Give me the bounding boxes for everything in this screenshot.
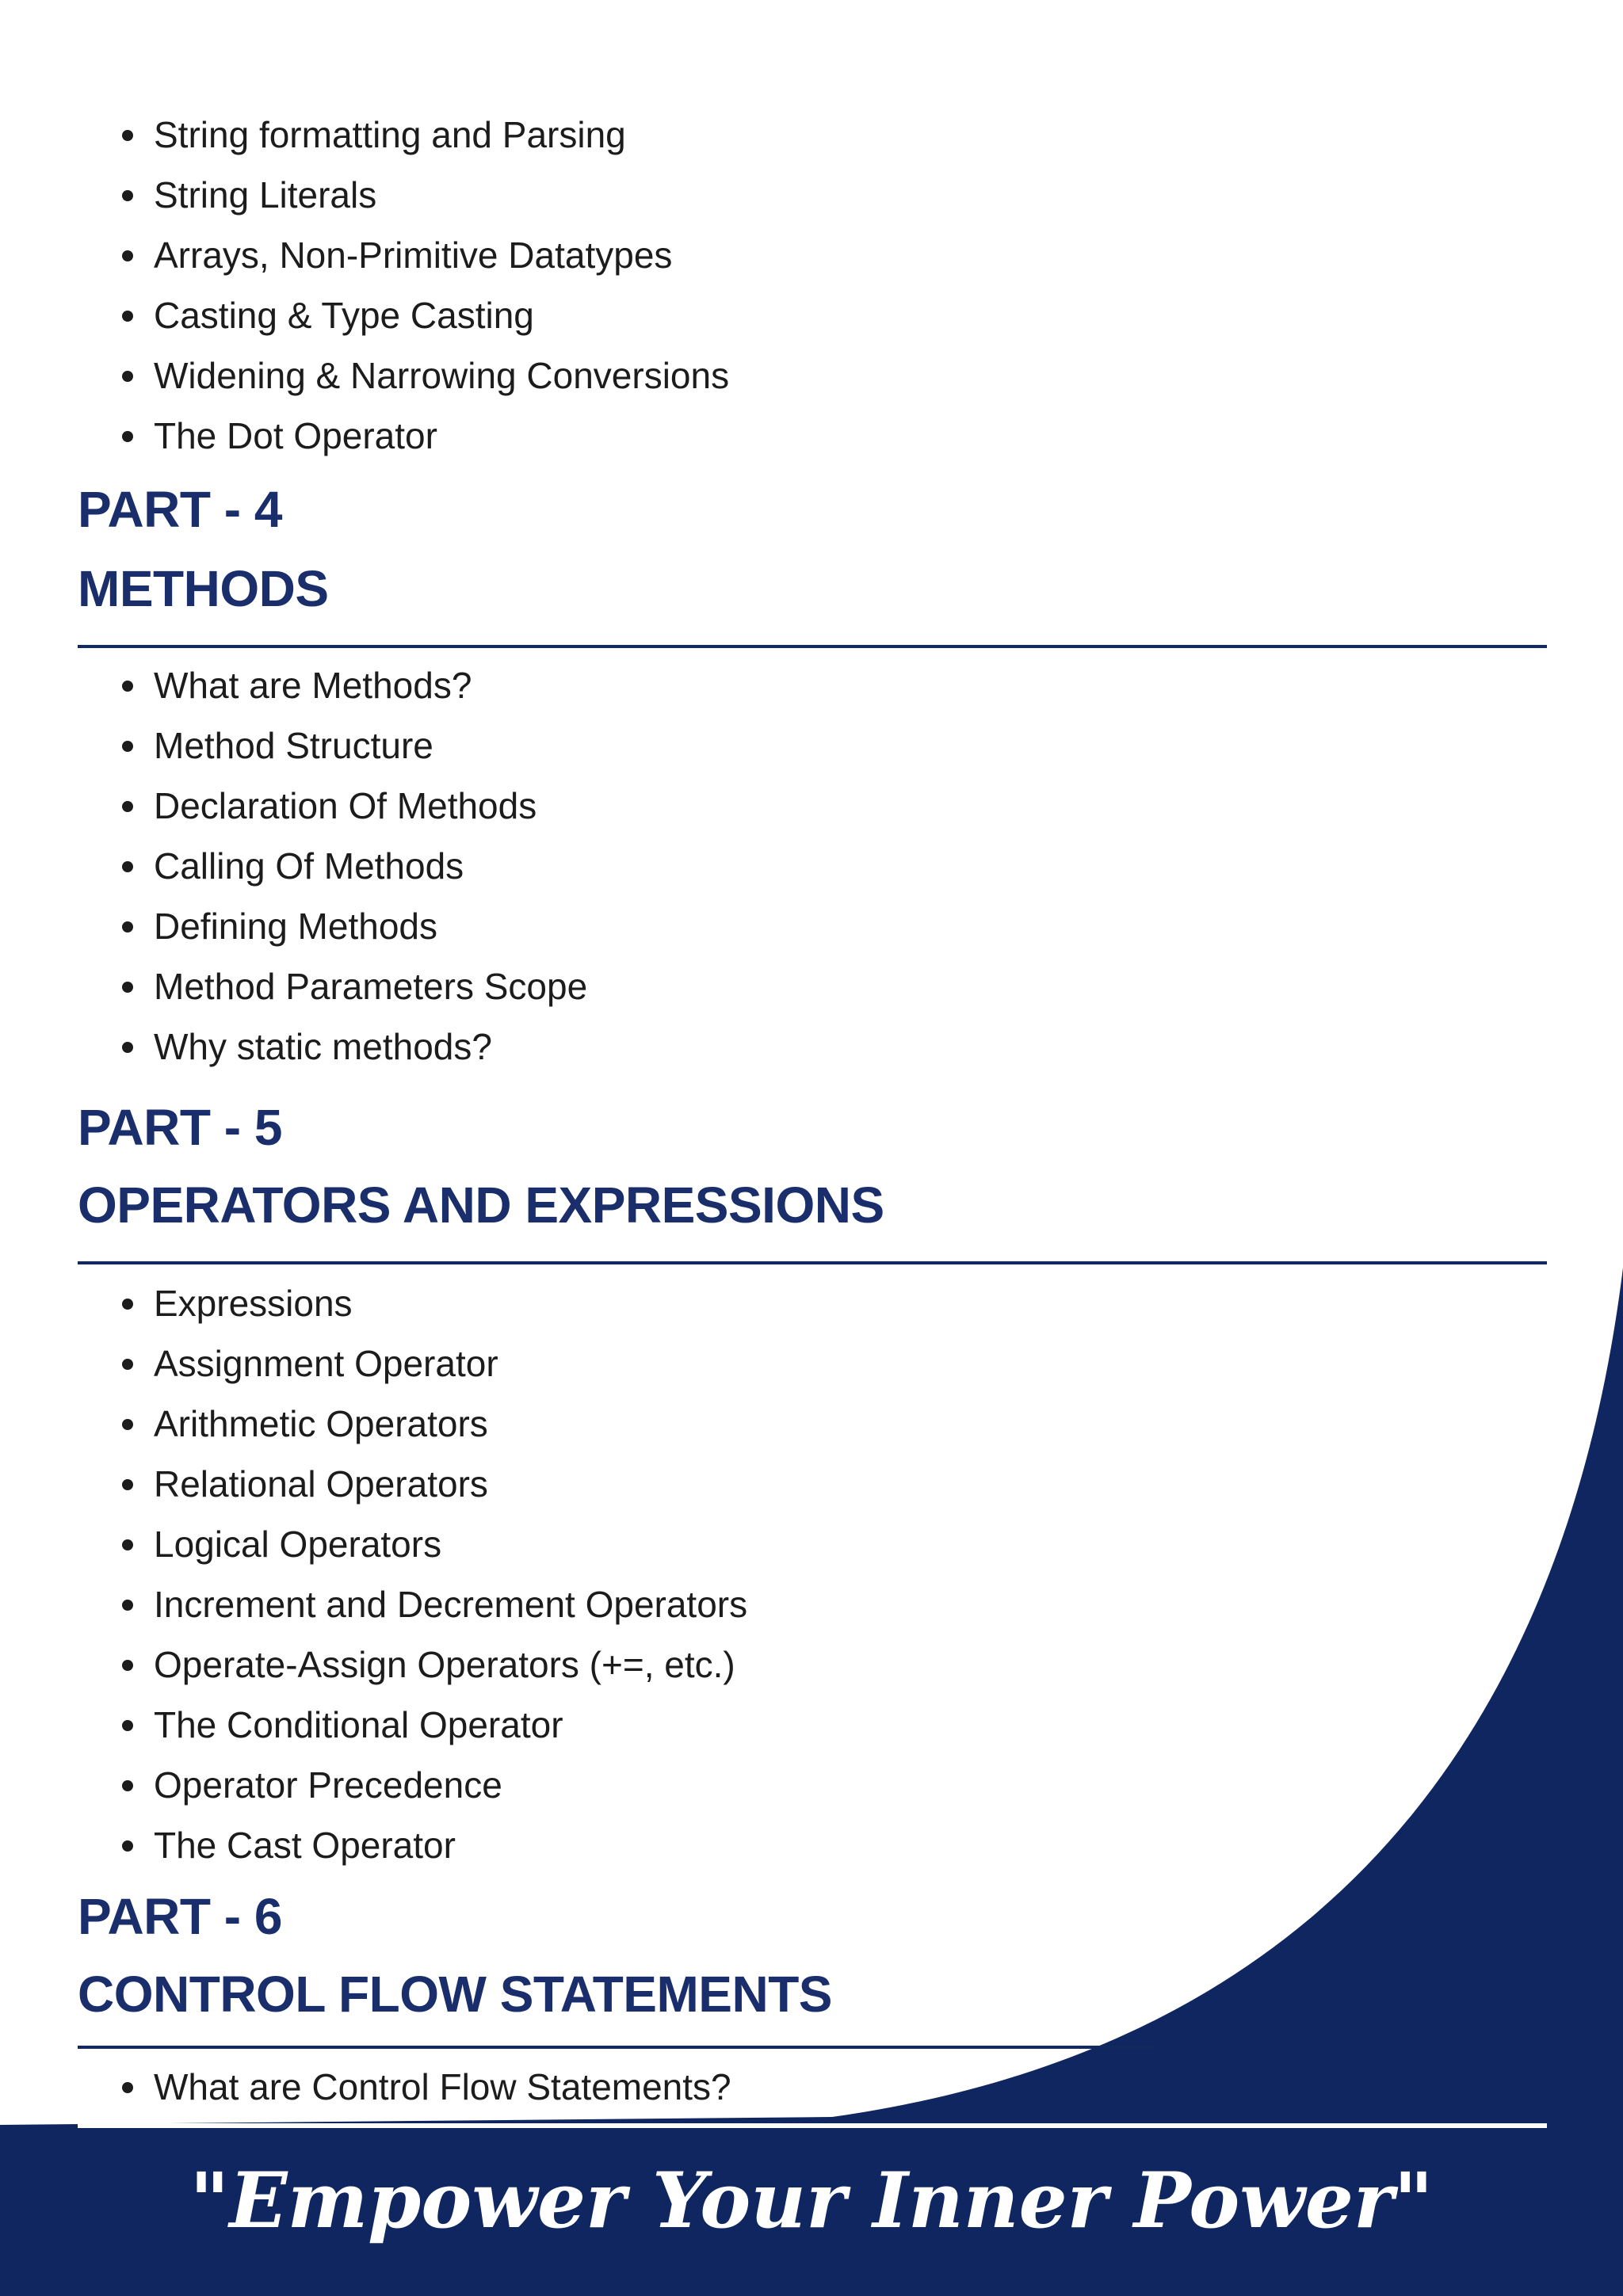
footer-divider: [78, 2123, 1547, 2128]
list-item: Defining Methods: [119, 896, 587, 956]
part-4-divider: [78, 645, 1547, 648]
list-item: Operate-Assign Operators (+=, etc.): [119, 1634, 747, 1695]
part-6-topic-list: [119, 2057, 731, 2117]
footer-slogan: "Empower Your Inner Power": [189, 2156, 1434, 2245]
part-5-title: OPERATORS AND EXPRESSIONS: [78, 1177, 884, 1234]
list-item: What are Methods?: [119, 655, 587, 715]
part-5-label: PART - 5: [78, 1099, 282, 1156]
list-item: Increment and Decrement Operators: [119, 1574, 747, 1634]
list-item: Declaration Of Methods: [119, 776, 587, 836]
list-item: Assignment Operator: [119, 1333, 747, 1394]
part-6-label: PART - 6: [78, 1888, 282, 1945]
list-item: Relational Operators: [119, 1454, 747, 1514]
list-item: String Literals: [119, 165, 729, 225]
list-item: Logical Operators: [119, 1514, 747, 1574]
list-item: Method Structure: [119, 715, 587, 776]
list-item: The Dot Operator: [119, 406, 729, 466]
list-item: Method Parameters Scope: [119, 956, 587, 1016]
list-item: Arithmetic Operators: [119, 1394, 747, 1454]
list-item: String formatting and Parsing: [119, 105, 729, 165]
list-item: What are Control Flow Statements?: [119, 2057, 731, 2117]
part-6-title: CONTROL FLOW STATEMENTS: [78, 1966, 832, 2023]
part-6-divider: [78, 2046, 1155, 2049]
list-item: Calling Of Methods: [119, 836, 587, 896]
list-item: Expressions: [119, 1273, 747, 1333]
part-4-topic-list: [119, 655, 587, 1077]
list-item: Arrays, Non-Primitive Datatypes: [119, 225, 729, 285]
part-5-divider: [78, 1261, 1547, 1264]
list-item: Why static methods?: [119, 1016, 587, 1077]
list-item: Casting & Type Casting: [119, 285, 729, 345]
top-topic-list: [119, 105, 729, 466]
part-4-title: METHODS: [78, 560, 329, 617]
list-item: The Conditional Operator: [119, 1695, 747, 1755]
list-item: Widening & Narrowing Conversions: [119, 345, 729, 406]
list-item: The Cast Operator: [119, 1815, 747, 1875]
part-5-topic-list: [119, 1273, 747, 1875]
part-4-label: PART - 4: [78, 481, 282, 538]
list-item: Operator Precedence: [119, 1755, 747, 1815]
